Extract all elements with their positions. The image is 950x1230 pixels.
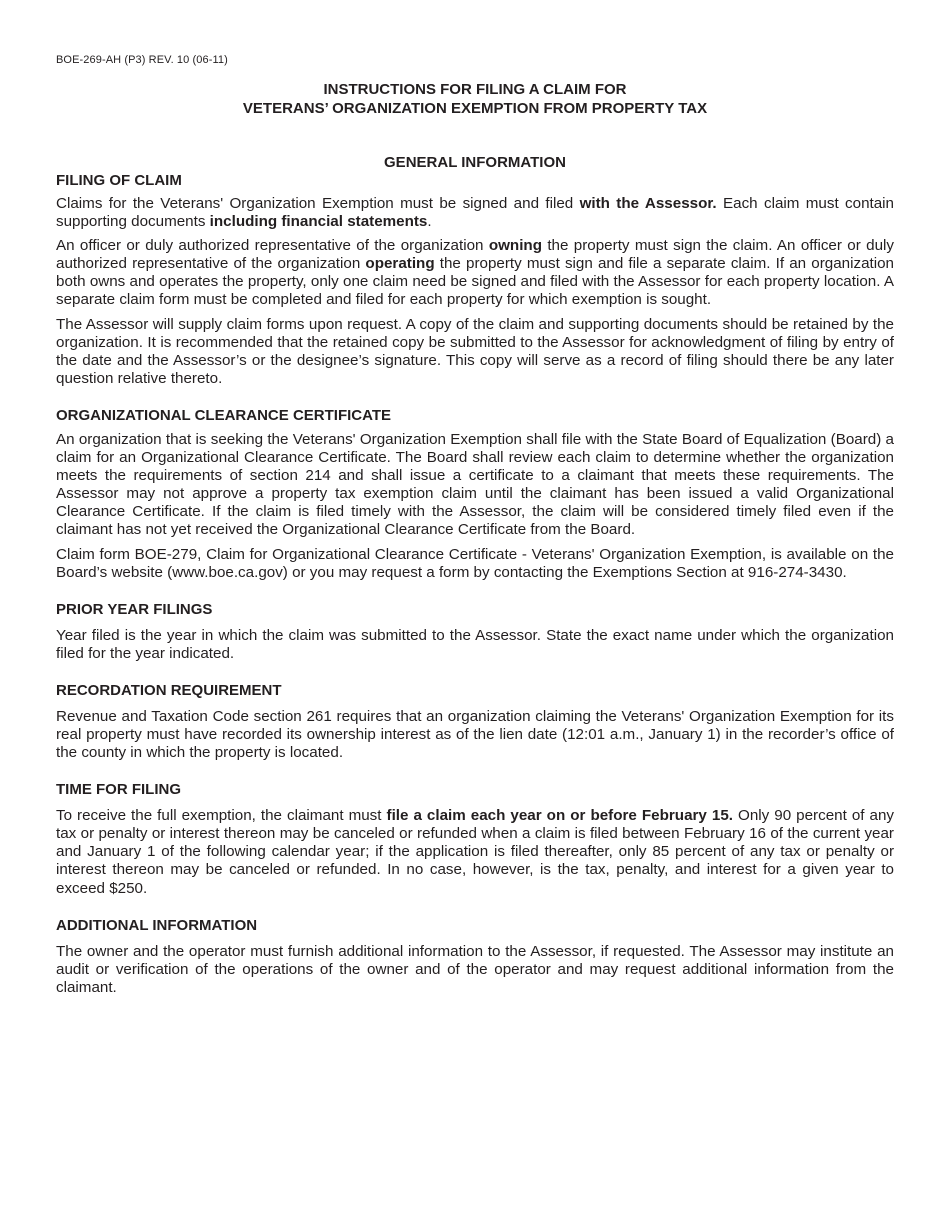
document-title xyxy=(56,80,894,118)
paragraph: The Assessor will supply claim forms upon request. A copy of the claim and supporting documents should be retained by the organization. It is recommended that the retained copy be submitted to the Assessor for acknowledgment of filing by entry of the date and the Assessor’s or the designee’s signature. This copy will serve as a record of filing should there be any later question relative thereto. xyxy=(56,315,894,387)
paragraph: Revenue and Taxation Code section 261 requires that an organization claiming the Veterans' Organization Exemption for its real property must have recorded its ownership interest as of the lien date (12:01 a.m., January 1) in the recorder’s office of the county in which the property is located. xyxy=(56,707,894,762)
general-information-heading: GENERAL INFORMATION xyxy=(384,154,566,171)
title-line-1: INSTRUCTIONS FOR FILING A CLAIM FOR xyxy=(323,81,627,98)
section-heading: TIME FOR FILING xyxy=(56,781,181,799)
section-time-for-filing xyxy=(56,781,894,897)
section-heading: ORGANIZATIONAL CLEARANCE CERTIFICATE xyxy=(56,406,391,424)
paragraph: The owner and the operator must furnish additional information to the Assessor, if requested. The Assessor may institute an audit or verification of the operations of the owner and of the operator and may request additional information from the claimant. xyxy=(56,942,894,996)
paragraph: An organization that is seeking the Veterans' Organization Exemption shall file with the State Board of Equalization (Board) a claim for an Organizational Clearance Certificate. The Board shall review each claim to determine whether the organization meets the requirements of section 214 and shall issue a certificate to a claimant that meets these requirements. The Assessor may not approve a property tax exemption claim until the claimant has been issued a valid Organizational Clearance Certificate. If the claim is filed timely with the Assessor, the claim will be considered timely filed even if the claimant has not yet received the Organizational Clearance Certificate from the Board. xyxy=(56,430,894,539)
section-organizational-clearance-certificate xyxy=(56,407,894,582)
paragraph: Claims for the Veterans' Organization Exemption must be signed and filed with the Assessor. Each claim must contain supporting documents including financial statements. xyxy=(56,195,895,231)
paragraph: An officer or duly authorized representative of the organization owning the property must sign the claim. An officer or duly authorized representative of the organization operating the property must sign and file a separate claim. If an organization both owns and operates the property, only one claim need be signed and filed with the Assessor for each property location. A separate claim form must be completed and filed for each property for which exemption is sought. xyxy=(56,237,894,309)
section-heading: ADDITIONAL INFORMATION xyxy=(56,916,258,934)
paragraph: Claim form BOE-279, Claim for Organizational Clearance Certificate - Veterans' Organization Exemption, is available on the Board’s website (www.boe.ca.gov) or you may request a form by contacting the Exemptions Section at 916-274-3430. xyxy=(56,545,894,581)
section-recordation-requirement xyxy=(56,682,894,762)
section-filing-of-claim xyxy=(56,172,894,388)
paragraph: Year filed is the year in which the claim was submitted to the Assessor. State the exact name under which the organization filed for the year indicated. xyxy=(56,626,894,662)
paragraph: To receive the full exemption, the claimant must file a claim each year on or before February 15. Only 90 percent of any tax or penalty or interest thereon may be canceled or refunded when a claim is filed between February 16 of the current year and January 1 of the following calendar year; if the application is filed thereafter, only 85 percent of any tax or penalty or interest thereon may be canceled or refunded. In no case, however, is the tax, penalty, and interest for a given year to exceed $250. xyxy=(56,807,894,897)
section-prior-year-filings xyxy=(56,601,894,663)
title-line-2: VETERANS’ ORGANIZATION EXEMPTION FROM PROPERTY TAX xyxy=(242,100,708,117)
section-heading: FILING OF CLAIM xyxy=(56,172,182,189)
form-number: BOE-269-AH (P3) REV. 10 (06-11) xyxy=(56,54,228,66)
section-heading: PRIOR YEAR FILINGS xyxy=(56,600,213,618)
section-additional-information xyxy=(56,917,894,997)
document-body xyxy=(56,172,894,1016)
section-heading: RECORDATION REQUIREMENT xyxy=(56,681,282,699)
